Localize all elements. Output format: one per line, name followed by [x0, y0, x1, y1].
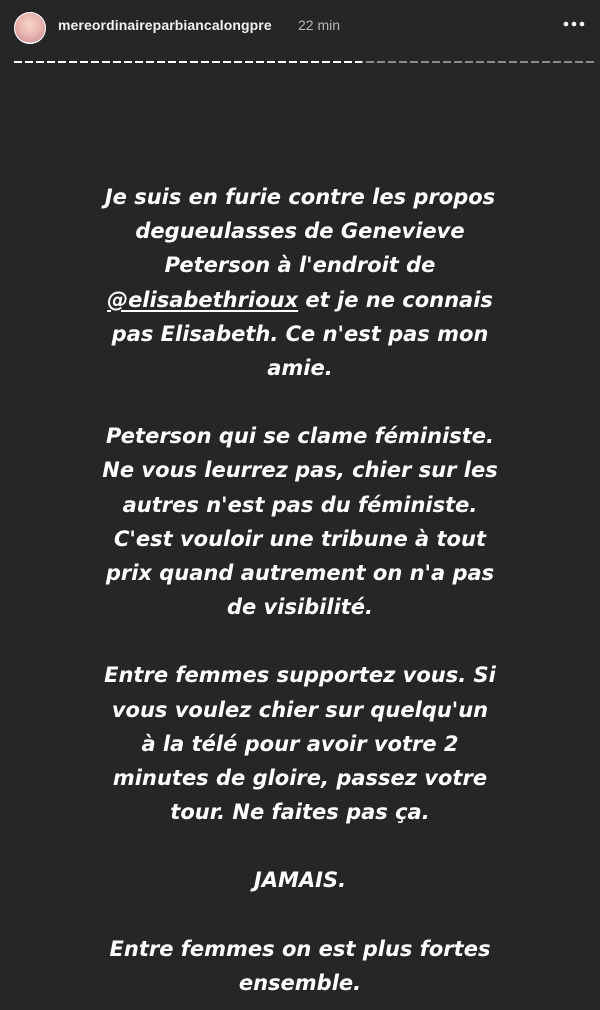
story-line: pas Elisabeth. Ce n'est pas mon [111, 321, 489, 346]
story-line: minutes de gloire, passez votre [112, 766, 488, 791]
mention-link[interactable]: @elisabethrioux [107, 287, 299, 312]
story-line: prix quand autrement on n'a pas [105, 561, 495, 586]
story-paragraph [40, 932, 560, 1000]
story-line: ensemble. [238, 970, 362, 995]
story-line: Peterson à l'endroit de [164, 253, 436, 278]
story-line: Ne vous leurrez pas, chier sur les [102, 458, 498, 483]
timestamp: 22 min [298, 17, 341, 33]
story-paragraph [40, 863, 560, 897]
story-line: Je suis en furie contre les propos [104, 185, 496, 209]
story-paragraph [40, 180, 560, 385]
story-line: JAMAIS. [253, 868, 347, 893]
story-line: de visibilité. [226, 595, 374, 620]
story-line: autres n'est pas du féministe. [122, 492, 478, 517]
avatar[interactable] [14, 12, 46, 44]
story-line: amie. [267, 356, 333, 381]
story-line: et je ne connais [298, 287, 493, 312]
story-line: vous voulez chier sur quelqu'un [111, 697, 489, 722]
story-text [40, 180, 560, 1000]
story-paragraph [40, 658, 560, 829]
story-progress-bar [14, 58, 594, 66]
username[interactable]: mereordinaireparbiancalongpre [58, 17, 272, 33]
story-line: Entre femmes supportez vous. Si [104, 663, 496, 688]
more-horizontal-icon[interactable] [562, 12, 586, 36]
story-line: à la télé pour avoir votre 2 [141, 731, 459, 756]
story-line: Entre femmes on est plus fortes [109, 936, 491, 961]
story-line: C'est vouloir une tribune à tout [114, 526, 486, 551]
progress-fill [14, 61, 362, 63]
story-header [0, 0, 600, 52]
story-line: degueulasses de Genevieve [135, 219, 465, 244]
story-line: tour. Ne faites pas ça. [170, 800, 430, 825]
story-paragraph [40, 419, 560, 624]
story-line: Peterson qui se clame féministe. [105, 424, 495, 449]
